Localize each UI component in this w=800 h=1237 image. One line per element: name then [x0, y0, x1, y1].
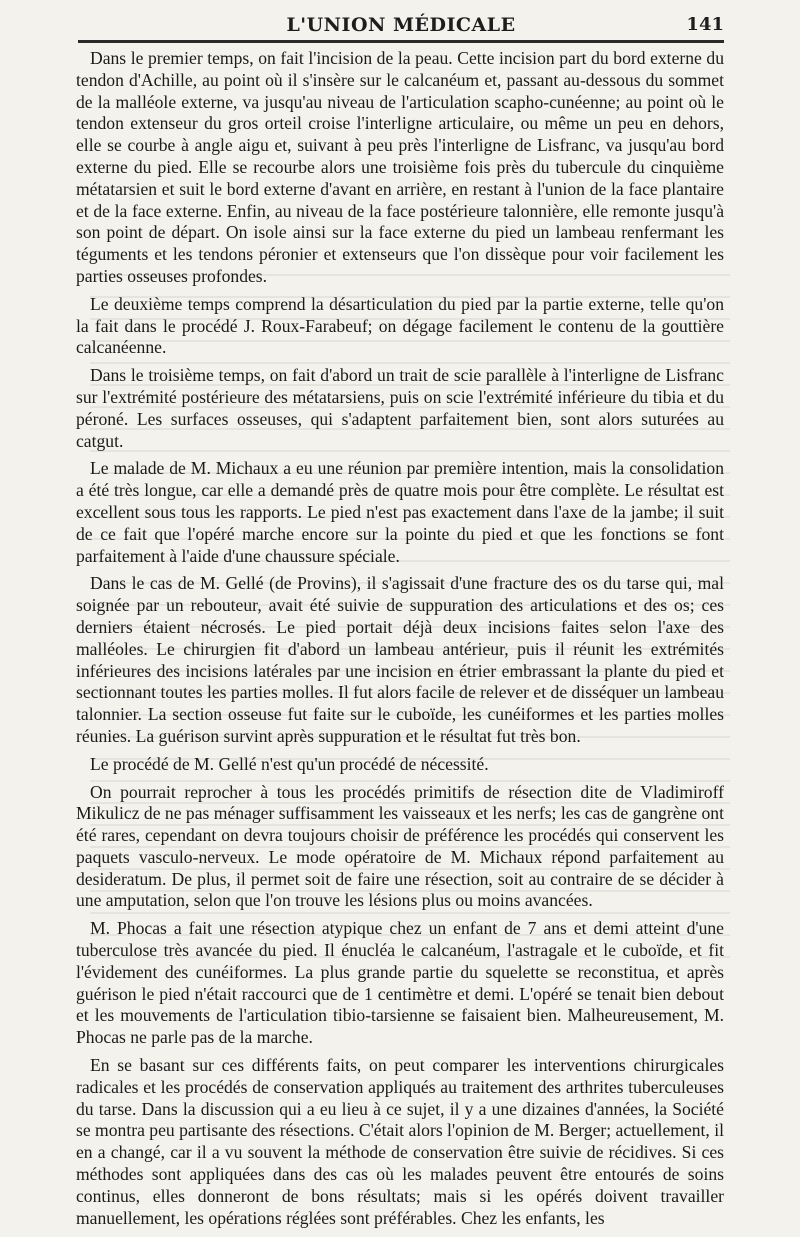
header-rule — [78, 40, 724, 43]
paragraph-trait-de-scie: Dans le troisième temps, on fait d'abord un trait de scie parallèle à l'interligne de Lisfranc sur l'extrémité postérieure des métatarsiens, puis on scie l'extrémité inférieure du tibia et du péroné. Les surfaces osseuses, qui s'adaptent parfaitement bien, sont alors suturées au catgut. — [76, 365, 724, 451]
paragraph-phocas: M. Phocas a fait une résection atypique chez un enfant de 7 ans et demi atteint d'une tuberculose très avancée du pied. Il énucléa le calcanéum, l'astragale et le cuboïde, et fit l'évidement des cunéiformes. La plus grande partie du squelette se reconstitua, et après guérison le pied n'était raccourci que de 1 centimètre et demi. L'opéré se tenait bien debout et les mouvements de l'articulation tibio-tarsienne se faisaient bien. Malheureusement, M. Phocas ne parle pas de la marche. — [76, 918, 724, 1048]
paragraph-procede-gelle: Le procédé de M. Gellé n'est qu'un procédé de nécessité. — [90, 753, 489, 774]
page-header — [78, 8, 724, 40]
paragraph-incision: Dans le premier temps, on fait l'incision de la peau. Cette incision part du bord externe du tendon d'Achille, au point où il s'insère sur le calcanéum et, passant au-dessous du sommet de la malléole externe, va jusqu'au niveau de l'articulation scapho-cunéenne; au point où le tendon extenseur du gros orteil croise l'interligne articulaire, ou même un peu en dehors, elle se courbe à angle aigu et, suivant à peu près l'interligne de Lisfranc, va jusqu'au bord externe du pied. Elle se recourbe alors une troisième fois près du tubercule du cinquième métatarsien et suit le bord externe d'avant en arrière, en restant à l'union de la face plantaire et de la face externe. Enfin, au niveau de la face postérieure talonnière, elle remonte jusqu'à son point de départ. On isole ainsi sur la face externe du pied un lambeau renfermant les téguments et les tendons péronier et extenseurs que l'on dissèque pour voir facilement les parties osseuses profondes. — [76, 48, 724, 286]
paragraph-desarticulation: Le deuxième temps comprend la désarticulation du pied par la partie externe, telle qu'on la fait dans le procédé J. Roux-Farabeuf; on dégage facilement le contenu de la gouttière calcanéenne. — [76, 293, 724, 358]
running-title: L'UNION MÉDICALE — [286, 14, 516, 36]
body-text — [76, 48, 724, 1235]
paragraph-cas-gelle: Dans le cas de M. Gellé (de Provins), il s'agissait d'une fracture des os du tarse qui, mal soignée par un rebouteur, avait été suivie de suppuration des articulations et des os; ces derniers étaient nécrosés. Le pied portait déjà deux incisions faites selon l'axe des malléoles. Le chirurgien fit d'abord un lambeau antérieur, puis il réunit les extrémités inférieures des incisions latérales par une incision en étrier embrassant la plante du pied et sectionnant toutes les parties molles. Il fut alors facile de relever et de disséquer un lambeau talonnier. La section osseuse fut faite sur le cuboïde, les cunéiformes et les parties molles réunies. La guérison survint après suppuration et le résultat fut très bon. — [76, 573, 724, 746]
paragraph-comparaison: En se basant sur ces différents faits, on peut comparer les interventions chirurgicales radicales et les procédés de conservation appliqués au traitement des arthrites tuberculeuses du tarse. Dans la discussion qui a eu lieu à ce sujet, il y a une dizaines d'années, la Société se montra peu partisante des résections. C'était alors l'opinion de M. Berger; actuellement, il en a changé, car il a vu souvent la méthode de conservation être suivie de récidives. Si ces méthodes sont appliquées dans des cas où les malades peuvent être entourés de soins continus, elles donneront de bons résultats; mais si les opérés doivent travailler manuellement, les opérations réglées sont préférables. Chez les enfants, les — [76, 1055, 725, 1228]
paragraph-reproche: On pourrait reprocher à tous les procédés primitifs de résection dite de Vladimiroff Mikulicz de ne pas ménager suffisamment les vaisseaux et les nerfs; les cas de gangrène ont été rares, cependant on devra toujours choisir de préférence les procédés qui conservent les paquets vasculo-nerveux. Le mode opératoire de M. Michaux répond parfaitement au desideratum. De plus, il permet soit de faire une résection, soit au contraire de se décider à une amputation, selon que l'on trouve les lésions plus ou moins avancées. — [76, 781, 724, 911]
paragraph-malade-michaux: Le malade de M. Michaux a eu une réunion par première intention, mais la consolidation a été très longue, car elle a demandé près de quatre mois pour être complète. Le résultat est excellent sous tous les rapports. Le pied n'est pas exactement dans l'axe de la jambe; il suit de ce fait que l'opéré marche encore sur la pointe du pied et que les fonctions se font parfaitement à l'aide d'une chaussure spéciale. — [76, 458, 724, 566]
page-number: 141 — [686, 14, 724, 35]
